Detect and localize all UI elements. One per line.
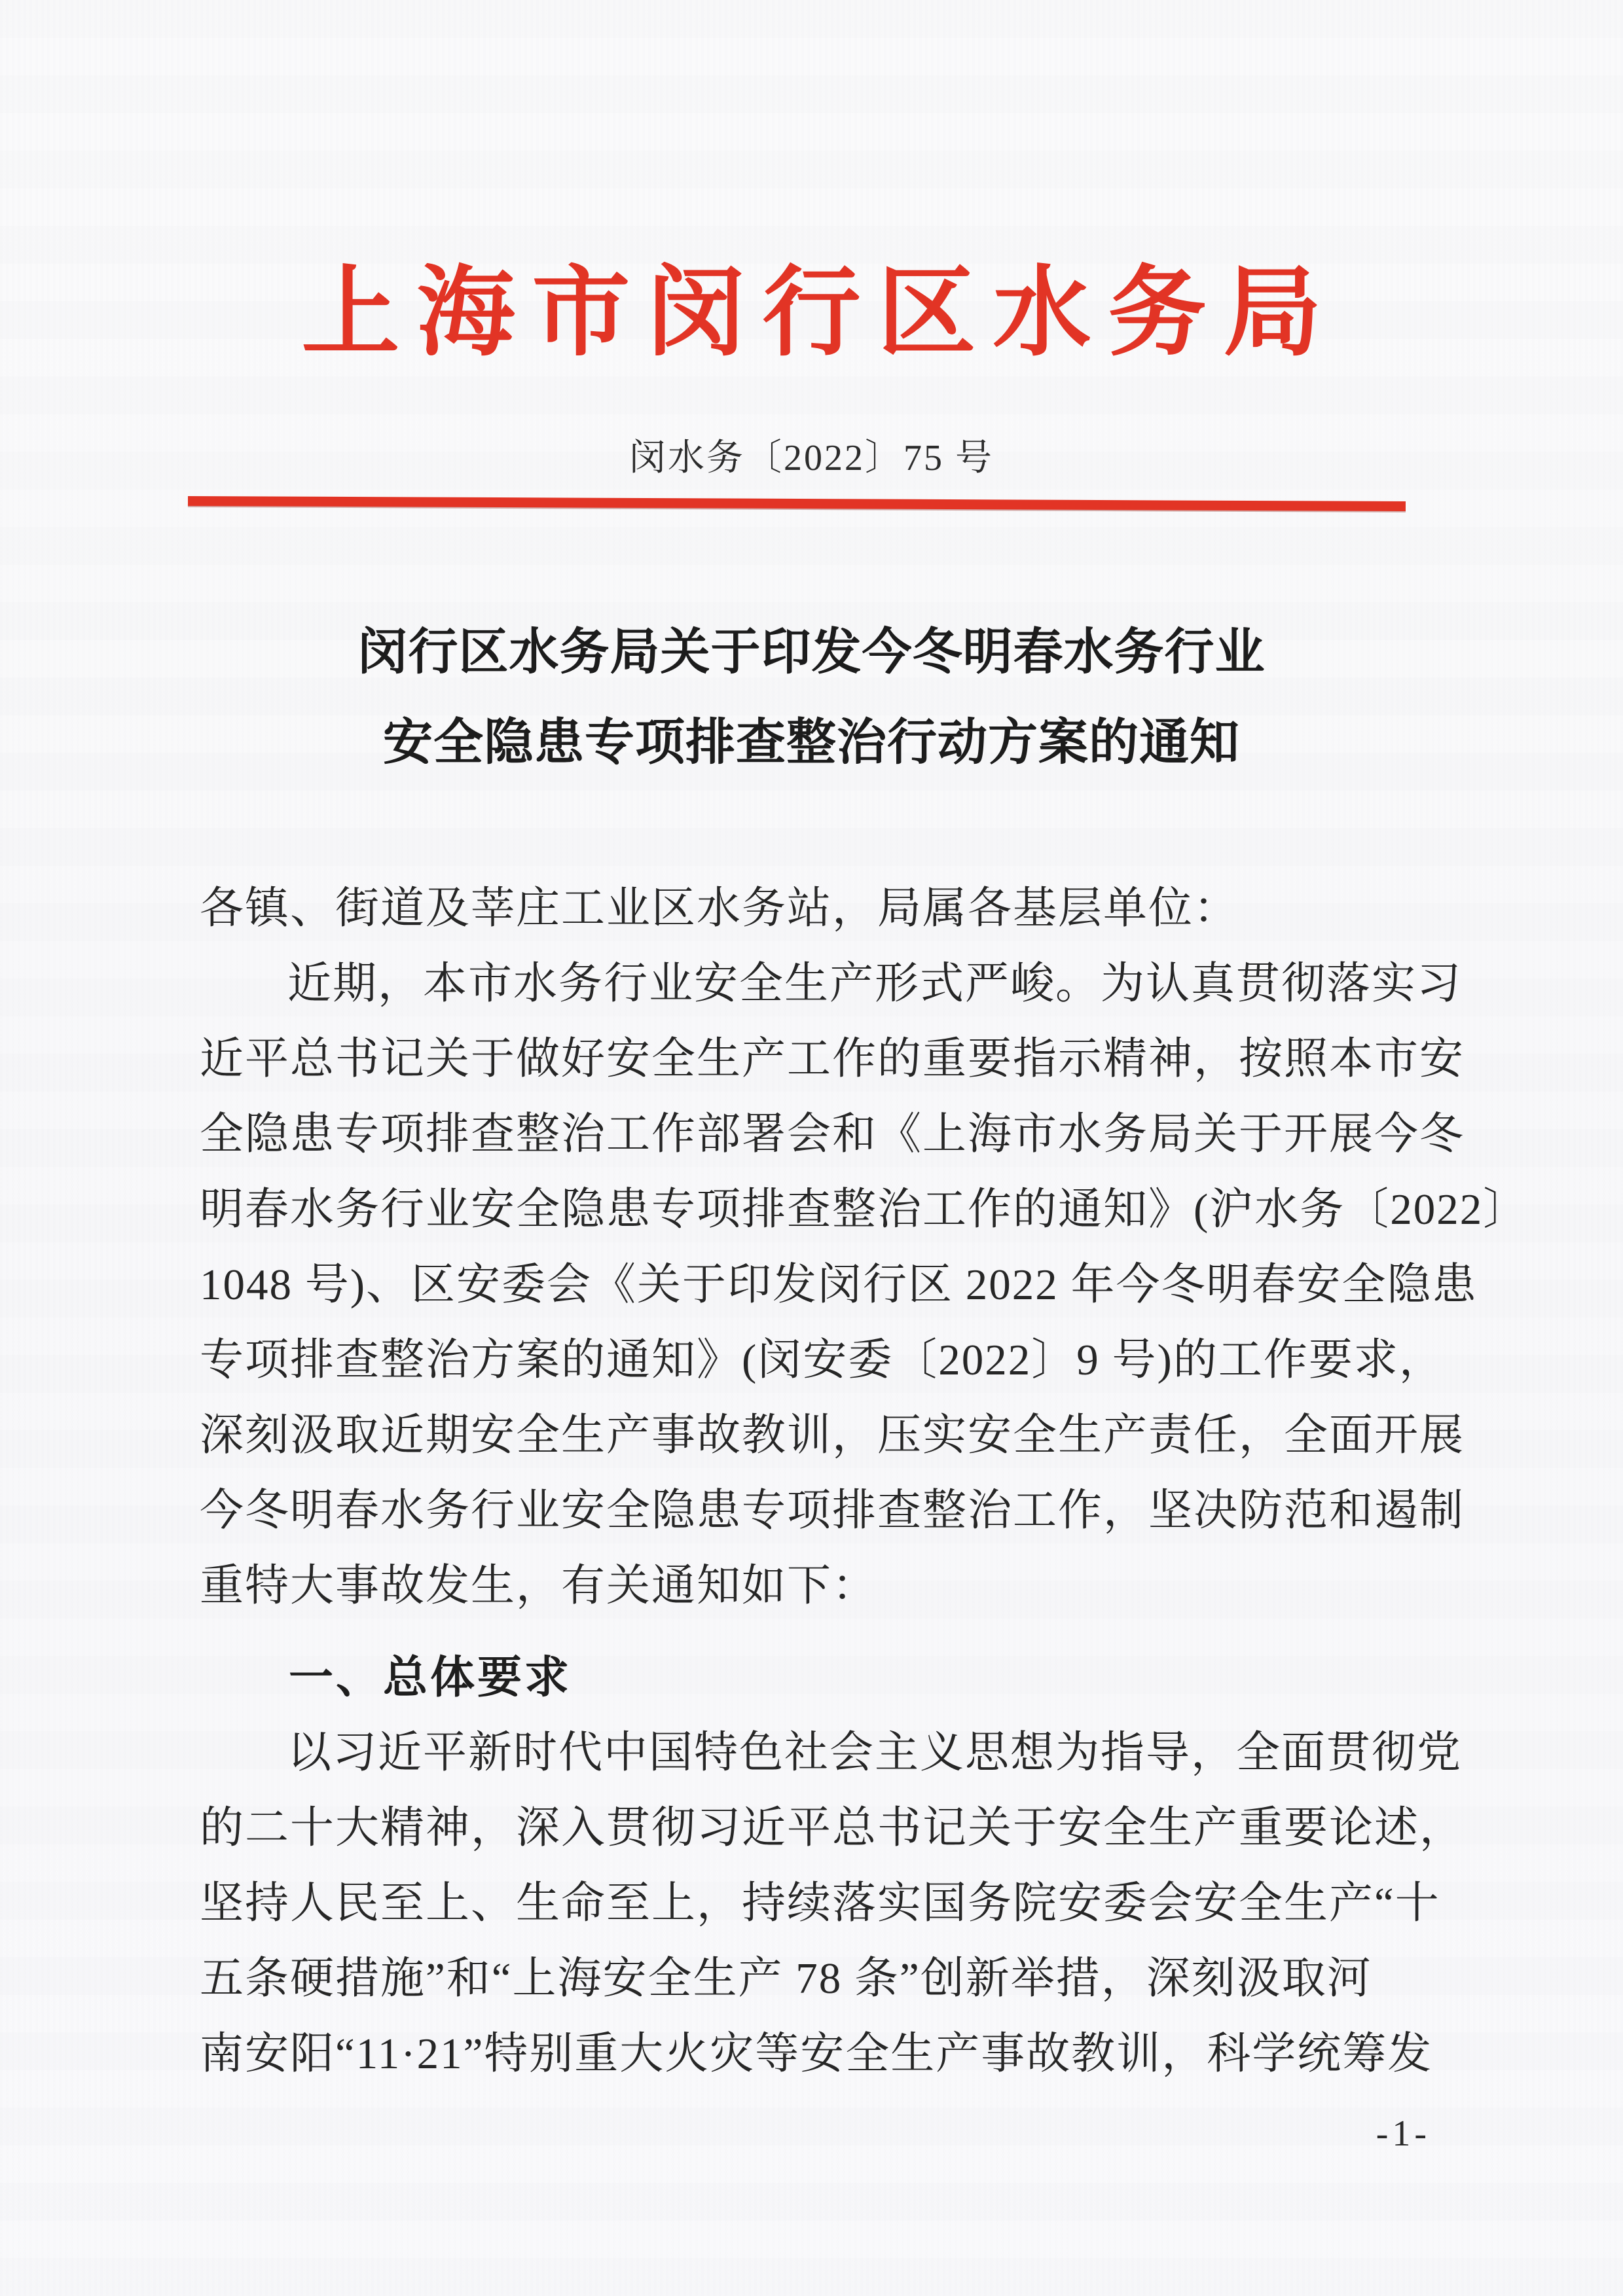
document-title-line2: 安全隐患专项排查整治行动方案的通知 — [383, 715, 1240, 770]
document-title — [0, 607, 1623, 788]
document-title-line1: 闵行区水务局关于印发今冬明春水务行业 — [357, 625, 1266, 680]
document-body — [200, 871, 1529, 2092]
text-line: 以习近平新时代中国特色社会主义思想为指导，全面贯彻党 — [287, 1729, 1462, 1777]
text-line: 今冬明春水务行业安全隐患专项排查整治工作，坚决防范和遏制 — [200, 1486, 1465, 1535]
text-line: 近平总书记关于做好安全生产工作的重要指示精神，按照本市安 — [200, 1035, 1465, 1083]
section-heading-overall-requirements: 一、总体要求 — [289, 1653, 572, 1702]
text-line: 近期，本市水务行业安全生产形式严峻。为认真贯彻落实习 — [287, 960, 1462, 1008]
text-line: 南安阳“11·21”特别重大火灾等安全生产事故教训，科学统筹发 — [200, 2030, 1433, 2078]
paragraph-1 — [200, 946, 1529, 1624]
text-line: 全隐患专项排查整治工作部署会和《上海市水务局关于开展今冬 — [200, 1110, 1465, 1158]
text-line: 明春水务行业安全隐患专项排查整治工作的通知》(沪水务〔2022〕 — [200, 1185, 1529, 1234]
paragraph-2 — [200, 1715, 1465, 2092]
salutation-line: 各镇、街道及莘庄工业区水务站，局属各基层单位： — [200, 884, 1239, 933]
text-line: 五条硬措施”和“上海安全生产 78 条”创新举措，深刻汲取河 — [200, 1954, 1372, 2003]
text-line: 坚持人民至上、生命至上，持续落实国务院安委会安全生产“十 — [200, 1879, 1440, 1928]
text-line: 专项排查整治方案的通知》(闵安委〔2022〕9 号)的工作要求， — [200, 1336, 1444, 1384]
agency-name-header: 上海市闵行区水务局 — [301, 259, 1339, 368]
page-number: -1- — [1376, 2113, 1431, 2154]
text-line: 重特大事故发生，有关通知如下： — [200, 1562, 877, 1610]
text-line: 深刻汲取近期安全生产事故教训，压实安全生产责任，全面开展 — [200, 1411, 1465, 1460]
text-line: 的二十大精神，深入贯彻习近平总书记关于安全生产重要论述， — [200, 1804, 1465, 1852]
document-number: 闵水务〔2022〕75 号 — [629, 438, 994, 478]
red-divider-line — [188, 496, 1406, 511]
text-line: 1048 号)、区安委会《关于印发闵行区 2022 年今冬明春安全隐患 — [200, 1261, 1478, 1309]
